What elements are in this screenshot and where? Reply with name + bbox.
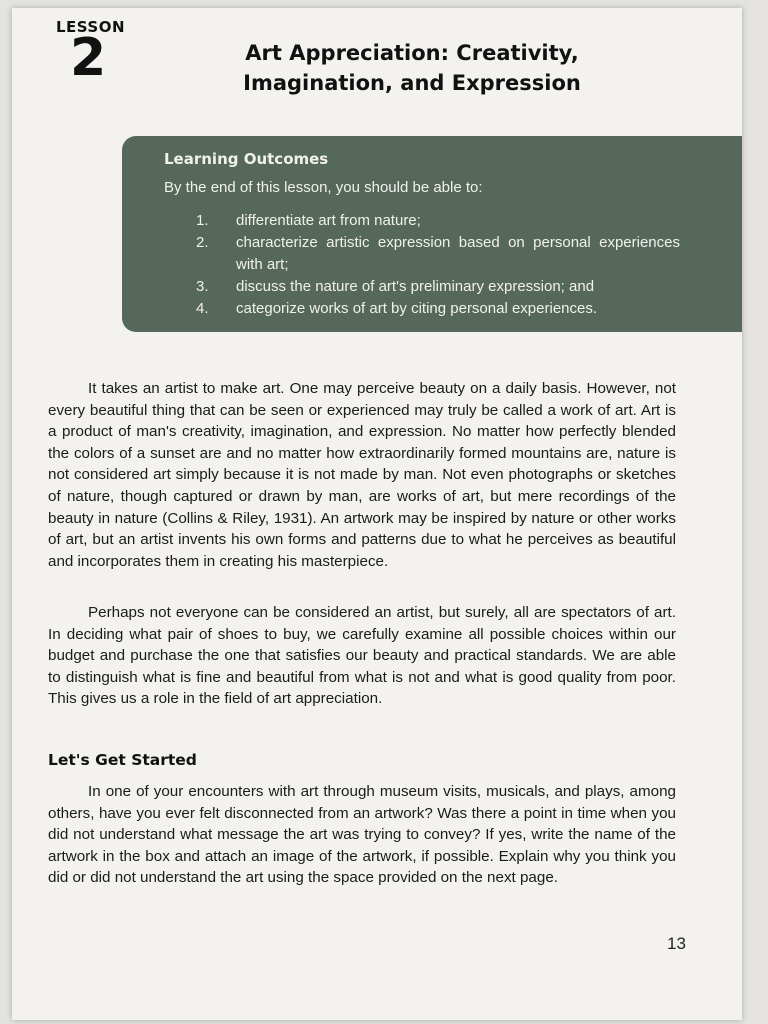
body-paragraph-3: In one of your encounters with art through museum visits, musicals, and plays, among others, have you ever felt disconnected from an artwork? Was there a point in time when you did not understand what message the art was trying to convey? If yes, write the name of the artwork in the box and attach an image of the artwork, if possible. Explain why you think you did or did not understand the art using the space provided on the next page.	[48, 783, 676, 887]
list-item	[196, 298, 680, 320]
list-item-number: 2.	[196, 234, 209, 251]
body-paragraph-2: Perhaps not everyone can be considered an artist, but surely, all are spectators of art. In deciding what pair of shoes to buy, we carefully examine all possible choices within our budget and purchase the one that satisfies our beauty and practical standards. We are able to distinguish what is fine and beautiful from what is not and what is good quality from poor. This gives us a role in the field of art appreciation.	[48, 604, 676, 708]
learning-outcomes-list	[196, 210, 680, 320]
learning-outcomes-heading: Learning Outcomes	[164, 150, 329, 168]
list-item-text: discuss the nature of art's preliminary expression; and	[236, 278, 595, 295]
body-paragraph-1: It takes an artist to make art. One may perceive beauty on a daily basis. However, not every beautiful thing that can be seen or experienced may truly be called a work of art. Art is a product of man's creativity, imagination, and expression. No matter how perfectly blended the colors of a sunset are and no matter how extraordinarily formed mountains are, nature is not considered art simply because it is not made by man. Not even photographs or sketches of nature, though captured or drawn by man, are works of art, but mere recordings of the beauty in nature (Collins & Riley, 1931). An artwork may be inspired by nature or other works of art, but an artist invents his own forms and patterns due to what he perceives as beautiful and incorporates them in creating his masterpiece.	[48, 380, 676, 570]
list-item-text: characterize artistic expression based on personal experiences with art;	[236, 234, 680, 273]
book-page	[12, 8, 742, 1020]
lesson-number: 2	[70, 28, 107, 88]
list-item	[196, 210, 680, 232]
list-item-text: differentiate art from nature;	[236, 212, 421, 229]
list-item-number: 4.	[196, 300, 209, 317]
list-item	[196, 232, 680, 276]
learning-outcomes-intro: By the end of this lesson, you should be able to:	[164, 179, 483, 196]
title-line-1: Art Appreciation: Creativity,	[245, 41, 579, 65]
page-number: 13	[667, 934, 686, 953]
section-heading: Let's Get Started	[48, 751, 197, 769]
lesson-label: LESSON	[56, 18, 126, 36]
learning-outcomes-box	[122, 136, 742, 332]
list-item-text: categorize works of art by citing personal experiences.	[236, 300, 598, 317]
title-line-2: Imagination, and Expression	[243, 71, 581, 95]
page-title	[212, 38, 612, 98]
list-item-number: 3.	[196, 278, 209, 295]
list-item	[196, 276, 680, 298]
list-item-number: 1.	[196, 212, 209, 229]
